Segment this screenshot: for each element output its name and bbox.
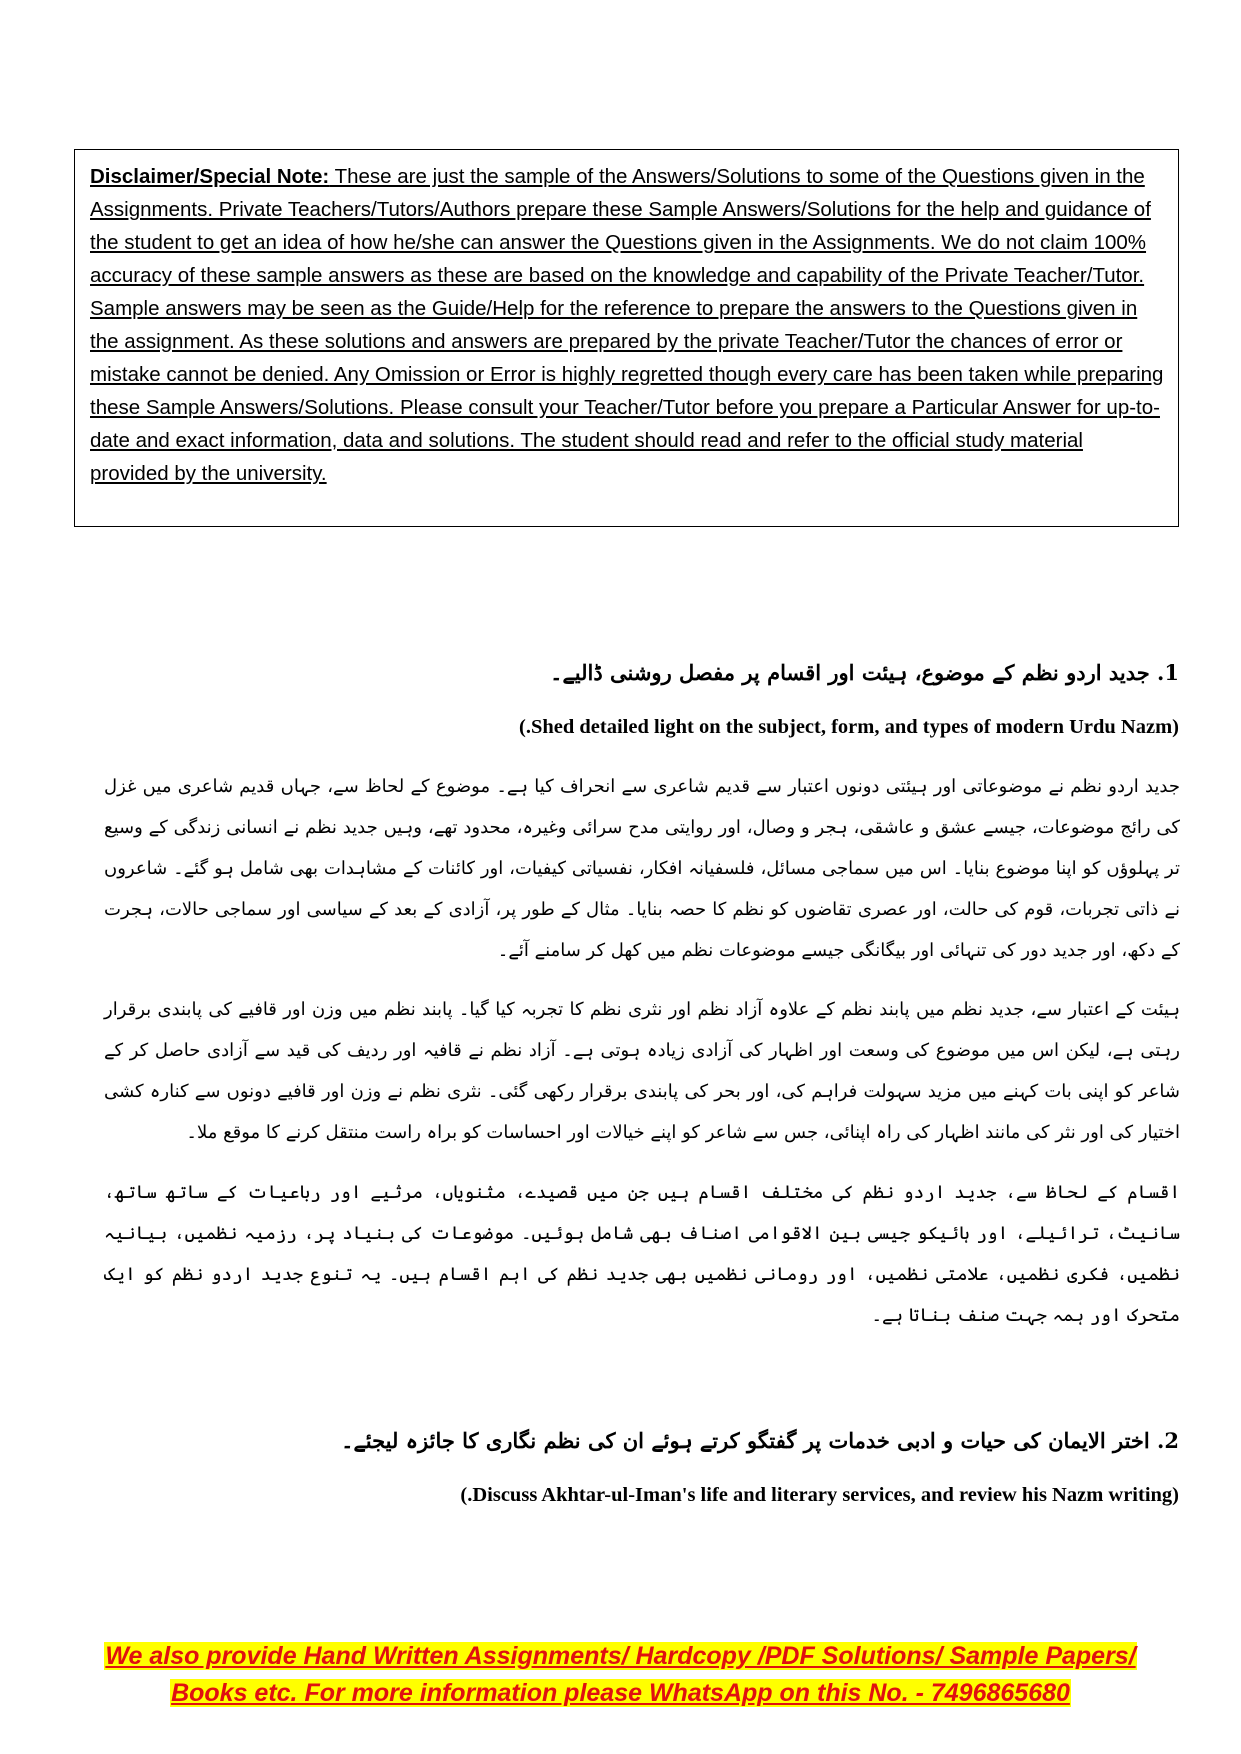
disclaimer-text: These are just the sample of the Answers/Solutions to some of the Questions given in the Assignments. Private Teachers/Tutors/Authors prepare these Sample Answers/Solutions for the help and guidance of the student to get an idea of how he/she can answer the Questions given in the Assignments. We do not claim 100% accuracy of these sample answers as these are based on the knowledge and capability of the Private Teacher/Tutor. Sample answers may be seen as the Guide/Help for the reference to prepare the answers to the Questions given in the assignment. As these solutions and answers are prepared by the private Teacher/Tutor the chances of error or mistake cannot be denied. Any Omission or Error is highly regretted though every care has been taken while preparing these Sample Answers/Solutions. Please consult your Teacher/Tutor before you prepare a Particular Answer for up-to-date and exact information, data and solutions. The student should read and refer to the official study material provided by the university. xyxy=(90,165,1164,485)
answer-1-paragraph-subject: جدید اردو نظم نے موضوعاتی اور ہیئتی دونوں اعتبار سے قدیم شاعری سے انحراف کیا ہے۔ موضوع کے لحاظ سے، جہاں قدیم شاعری میں غزل کی رائج موضوعات، جیسے عشق و عاشقی، ہجر و وصال، اور روایتی مدح سرائی وغیرہ، محدود تھے، وہیں جدید نظم نے انسانی زندگی کے وسیع تر پہلوؤں کو اپنا موضوع بنایا۔ اس میں سماجی مسائل، فلسفیانہ افکار، نفسیاتی کیفیات، اور کائنات کے مشاہدات بھی شامل ہو گئے۔ شاعروں نے ذاتی تجربات، قوم کی حالت، اور عصری تقاضوں کو نظم کا حصہ بنایا۔ مثال کے طور پر، آزادی کے بعد کے سیاسی اور سماجی حالات، ہجرت کے دکھ، اور جدید دور کی تنہائی اور بیگانگی جیسے موضوعات نظم میں کھل کر سامنے آئے۔ xyxy=(104,776,1180,961)
promo-line-1: We also provide Hand Written Assignments/ Hardcopy /PDF Solutions/ Sample Papers/ xyxy=(105,1642,1136,1670)
promo-footer xyxy=(0,1638,1241,1712)
answer-1-paragraph-form: ہیئت کے اعتبار سے، جدید نظم میں پابند نظم کے علاوہ آزاد نظم اور نثری نظم کا تجربہ کیا گیا۔ پابند نظم میں وزن اور قافیے کی پابندی برقرار رہتی ہے، لیکن اس میں موضوع کی وسعت اور اظہار کی آزادی زیادہ ہوتی ہے۔ آزاد نظم نے قافیہ اور ردیف کی قید سے آزادی حاصل کر کے شاعر کو اپنی بات کہنے میں مزید سہولت فراہم کی، اور بحر کی پابندی برقرار رکھی گئی۔ نثری نظم نے وزن اور قافیے دونوں سے کنارہ کشی اختیار کی اور نثر کی مانند اظہار کی راہ اپنائی، جس سے شاعر کو اپنے خیالات اور احساسات کو براہ راست منتقل کرنے کا موقع ملا۔ xyxy=(104,999,1180,1143)
disclaimer-box xyxy=(74,149,1179,527)
promo-line-2: Books etc. For more information please WhatsApp on this No. - 7496865680 xyxy=(171,1679,1070,1707)
question-2-english: (.Discuss Akhtar-ul-Iman's life and literary services, and review his Nazm writing) xyxy=(460,1484,1179,1506)
question-1-english: (.Shed detailed light on the subject, form, and types of modern Urdu Nazm) xyxy=(519,716,1179,738)
disclaimer-heading: Disclaimer/Special Note: xyxy=(90,165,330,188)
question-2-urdu: 2. اختر الایمان کی حیات و ادبی خدمات پر گفتگو کرتے ہوئے ان کی نظم نگاری کا جائزہ لیجئے۔ xyxy=(341,1428,1179,1453)
question-1-urdu: 1. جدید اردو نظم کے موضوع، ہیئت اور اقسام پر مفصل روشنی ڈالیے۔ xyxy=(550,660,1179,685)
answer-1-paragraph-types: اقسام کے لحاظ سے، جدید اردو نظم کی مختلف اقسام ہیں جن میں قصیدے، مثنویاں، مرثیے اور رباعیات کے ساتھ ساتھ، سانیٹ، ترائیلے، اور ہائیکو جیسی بین الاقوامی اصناف بھی شامل ہوئیں۔ موضوعات کی بنیاد پر، رزمیہ نظمیں، بیانیہ نظمیں، فکری نظمیں، علامتی نظمیں، اور رومانی نظمیں بھی جدید نظم کی اہم اقسام ہیں۔ یہ تنوع جدید اردو نظم کو ایک متحرک اور ہمہ جہت صنف بناتا ہے۔ xyxy=(104,1182,1180,1326)
